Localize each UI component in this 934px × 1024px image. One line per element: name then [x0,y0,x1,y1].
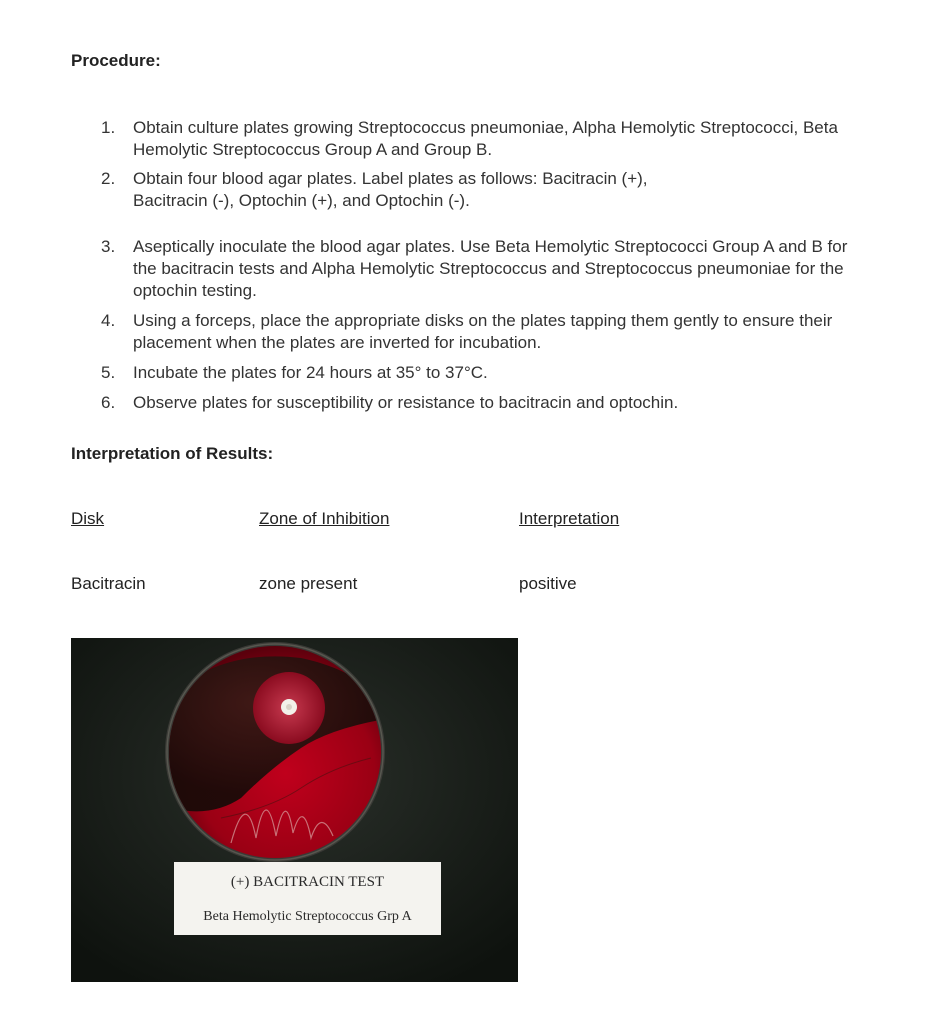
plate-label-card [174,862,441,935]
label-test-name: (+) BACITRACIN TEST [230,874,385,890]
step-number: 6. [101,393,116,412]
step-text: Incubate the plates for 24 hours at 35° to 37°C. [133,363,488,382]
table-cell-interpretation: positive [519,574,577,593]
column-header-zone: Zone of Inhibition [259,509,390,528]
list-item [101,392,891,414]
step-text: Observe plates for susceptibility or resistance to bacitracin and optochin. [133,393,679,412]
list-item [101,236,891,302]
table-cell-disk: Bacitracin [71,574,146,593]
bacitracin-disk-center [286,704,292,710]
list-item [101,168,891,212]
list-item [101,117,891,161]
column-header-interpretation: Interpretation [519,509,620,528]
label-organism: Beta Hemolytic Streptococcus Grp A [203,909,412,924]
step-text: Using a forceps, place the appropriate disks on the plates tapping them gently to ensure their placement when the plates are inverted for incubation. [133,311,833,352]
interpretation-heading: Interpretation of Results: [71,444,274,463]
column-header-disk: Disk [71,509,105,528]
table-cell-zone: zone present [259,574,358,593]
list-item [101,310,891,354]
step-number: 1. [101,118,116,137]
step-number: 3. [101,237,116,256]
procedure-heading: Procedure: [71,51,161,70]
step-text: Obtain culture plates growing Streptococcus pneumoniae, Alpha Hemolytic Streptococci, Beta Hemolytic Streptococcus Group A and Group B. [133,118,838,159]
step-text: Aseptically inoculate the blood agar plates. Use Beta Hemolytic Streptococci Group A and B for the bacitracin tests and Alpha Hemolytic Streptococcus and Streptococcus pneumoniae for the optochin testing. [133,237,848,300]
step-text: Obtain four blood agar plates. Label plates as follows: Bacitracin (+), Bacitracin (-), Optochin (+), and Optochin (-). [133,169,648,210]
step-number: 5. [101,363,116,382]
bacitracin-plate-photo [71,638,518,982]
list-item [101,362,891,384]
step-number: 2. [101,169,116,188]
step-number: 4. [101,311,116,330]
